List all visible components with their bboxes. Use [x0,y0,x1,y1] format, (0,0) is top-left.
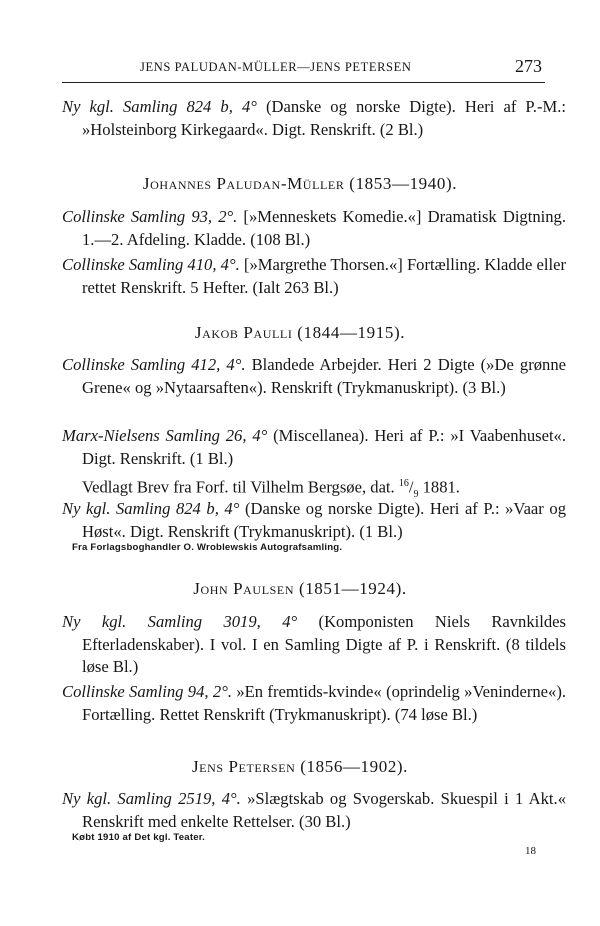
signature-mark: 18 [525,845,536,857]
page-number: 273 [515,56,542,76]
catalog-entry [62,498,566,543]
entry-text: [»Margrethe Thorsen.«] Fortælling. Kladde eller rettet Renskrift. 5 Hefter. (Ialt 263 Bl.) [82,255,566,297]
catalog-entry [62,425,566,470]
author-heading: Johannes Paludan-Müller (1853—1940). [142,174,458,193]
note-year: 1881. [418,477,460,497]
entry-reference: Collinske Samling 93, 2°. [62,207,238,226]
entry-reference: Collinske Samling 410, 4°. [62,255,240,274]
running-title: JENS PALUDAN-MÜLLER—JENS PETERSEN [140,60,412,74]
provenance-note: Købt 1910 af Det kgl. Teater. [72,832,206,843]
entry-reference: Ny kgl. Samling 824 b, 4° [62,97,257,116]
entry-text: [»Menneskets Komedie.«] Dramatisk Digtning. 1.—2. Afdeling. Kladde. (108 Bl.) [82,207,566,249]
date-month: 9 [413,488,419,500]
entry-text: (Komponisten Niels Ravnkildes Efterladenskaber). I vol. I en Samling Digte af P. i Renskrift. (8 tildels løse Bl.) [82,612,566,676]
author-heading: Jens Petersen (1856—1902). [191,757,409,776]
entry-text: (Danske og norske Digte). Heri af P.-M.: »Holsteinborg Kirkegaard«. Digt. Renskrift. (2 Bl.) [82,97,566,139]
catalog-entry [62,96,566,141]
catalog-entry [62,611,566,679]
provenance-note: Fra Forlagsboghandler O. Wroblewskis Autografsamling. [72,542,343,553]
author-heading: John Paulsen (1851—1924). [193,579,407,598]
entry-text: »Slægtskab og Svogerskab. Skuespil i 1 Akt.« Renskrift med enkelte Rettelser. (30 Bl.) [82,789,566,831]
entry-text: (Miscellanea). Heri af P.: »I Vaabenhuset«. Digt. Renskrift. (1 Bl.) [82,426,567,468]
entry-note: Vedlagt Brev fra Forf. til Vilhelm Bergsøe, dat. $^{16}/_9$ 1881. [82,477,460,500]
entry-text: (Danske og norske Digte). Heri af P.: »Vaar og Høst«. Digt. Renskrift (Trykmanuskript). (1 Bl.) [82,499,566,541]
date-day: 16 [398,478,409,489]
catalog-entry [62,788,566,833]
entry-reference: Marx-Nielsens Samling 26, 4° [62,426,268,445]
page-header [0,0,600,86]
catalog-entry [62,254,566,299]
note-text: Vedlagt Brev fra Forf. til Vilhelm Bergsøe, dat. [82,477,399,497]
entry-text: »En fremtids-kvinde« (oprindelig »Veninderne«). Fortælling. Rettet Renskrift (Trykmanuskript). (74 løse Bl.) [82,682,567,724]
catalog-entry [62,681,566,726]
entry-reference: Collinske Samling 412, 4°. [62,355,246,374]
author-heading: Jakob Paulli (1844—1915). [194,323,406,342]
entry-reference: Ny kgl. Samling 824 b, 4° [62,499,240,518]
catalog-entry [62,354,566,399]
entry-text: Blandede Arbejder. Heri 2 Digte (»De grønne Grene« og »Nytaarsaften«). Renskrift (Trykmanuskript). (3 Bl.) [82,355,566,397]
entry-reference: Ny kgl. Samling 2519, 4°. [62,789,241,808]
catalog-entry [62,206,566,251]
entry-reference: Ny kgl. Samling 3019, 4° [62,612,298,631]
entry-reference: Collinske Samling 94, 2°. [62,682,232,701]
header-rule [62,82,545,83]
